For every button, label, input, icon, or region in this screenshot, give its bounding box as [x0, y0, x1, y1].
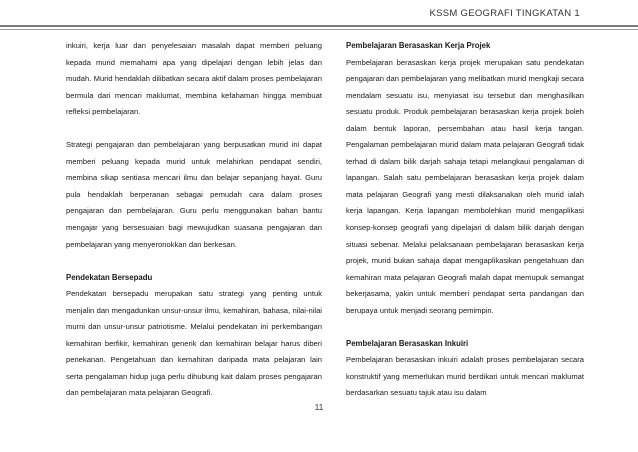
header-rule [0, 25, 638, 27]
header-rule-thin [0, 29, 638, 30]
left-column [66, 38, 322, 402]
spacer [66, 121, 322, 138]
spacer [66, 253, 322, 270]
heading-kerja-projek: Pembelajaran Berasaskan Kerja Projek [346, 41, 491, 50]
running-header: KSSM GEOGRAFI TINGKATAN 1 [429, 8, 580, 19]
left-paragraph-bersepadu: Pendekatan bersepadu merupakan satu strategi yang penting untuk menjalin dan mengadunkan unsur-unsur ilmu, kemahiran, bahasa, nilai-nilai murni dan unsur-unsur patriotisme. Melalui pendekatan ini perkembangan kemahiran berfikir, kemahiran generik dan kemahiran belajar harus diberi penekanan. Pengetahuan dan kemahiran daripada mata pelajaran lain serta pengalaman hidup juga perlu dihubung kait dalam proses pengajaran dan pembelajaran mata pelajaran Geografi. [66, 289, 322, 398]
left-paragraph-inkuiri-continued: inkuiri, kerja luar dan penyelesaian masalah dapat memberi peluang kepada murid memahami apa yang dipelajari dengan lebih jelas dan mudah. Murid hendaklah dilibatkan secara aktif dalam proses pembelajaran bermula dari mencari maklumat, membina kefahaman hingga membuat refleksi pembelajaran. [66, 41, 322, 117]
spacer [346, 319, 584, 336]
left-paragraph-strategi: Strategi pengajaran dan pembelajaran yang berpusatkan murid ini dapat memberi peluang kepada murid untuk melahirkan pendapat sendiri, membina sikap sentiasa mencari ilmu dan belajar sepanjang hayat. Guru pula hendaklah berperanan sebagai pemudah cara dalam proses pengajaran dan pembelajaran. Guru perlu menggunakan bahan bantu mengajar yang bersesuaian bagi mewujudkan suasana pengajaran dan pembelajaran yang menyeronokkan dan berkesan. [66, 140, 322, 249]
page-number: 11 [314, 402, 324, 412]
right-paragraph-inkuiri: Pembelajaran berasaskan inkuiri adalah proses pembelajaran secara konstruktif yang memerlukan murid berdikari untuk mencari maklumat berdasarkan sesuatu tajuk atau isu dalam [346, 355, 584, 398]
right-paragraph-kerja-projek: Pembelajaran berasaskan kerja projek merupakan satu pendekatan pengajaran dan pembelajaran yang melibatkan murid mengkaji secara mendalam sesuatu isu, menyiasat isu tersebut dan menghasilkan sesuatu produk. Produk pembelajaran berasaskan kerja projek boleh dalam bentuk laporan, persembahan atau hasil kerja tangan. Pengalaman pembelajaran murid dalam mata pelajaran Geografi tidak terhad di dalam bilik darjah sahaja tetapi melangkaui pengalaman di lapangan. Salah satu pembelajaran berasaskan kerja projek dalam mata pelajaran Geografi yang mesti dilaksanakan oleh murid ialah kerja lapangan. Kerja lapangan membolehkan murid mengaplikasi konsep-konsep geografi yang dipelajari di dalam bilik darjah dengan situasi sebenar. Melalui pelaksanaan pembelajaran berasaskan kerja projek, murid bukan sahaja dapat mengaplikasikan pengetahuan dan kemahiran mata pelajaran Geografi malah dapat memupuk semangat bekerjasama, yakin untuk memberi pendapat serta pandangan dan berupaya untuk menjadi seorang pemimpin. [346, 57, 584, 315]
right-column [346, 38, 584, 402]
heading-inkuiri: Pembelajaran Berasaskan Inkuiri [346, 338, 469, 348]
heading-pendekatan-bersepadu: Pendekatan Bersepadu [66, 272, 153, 282]
